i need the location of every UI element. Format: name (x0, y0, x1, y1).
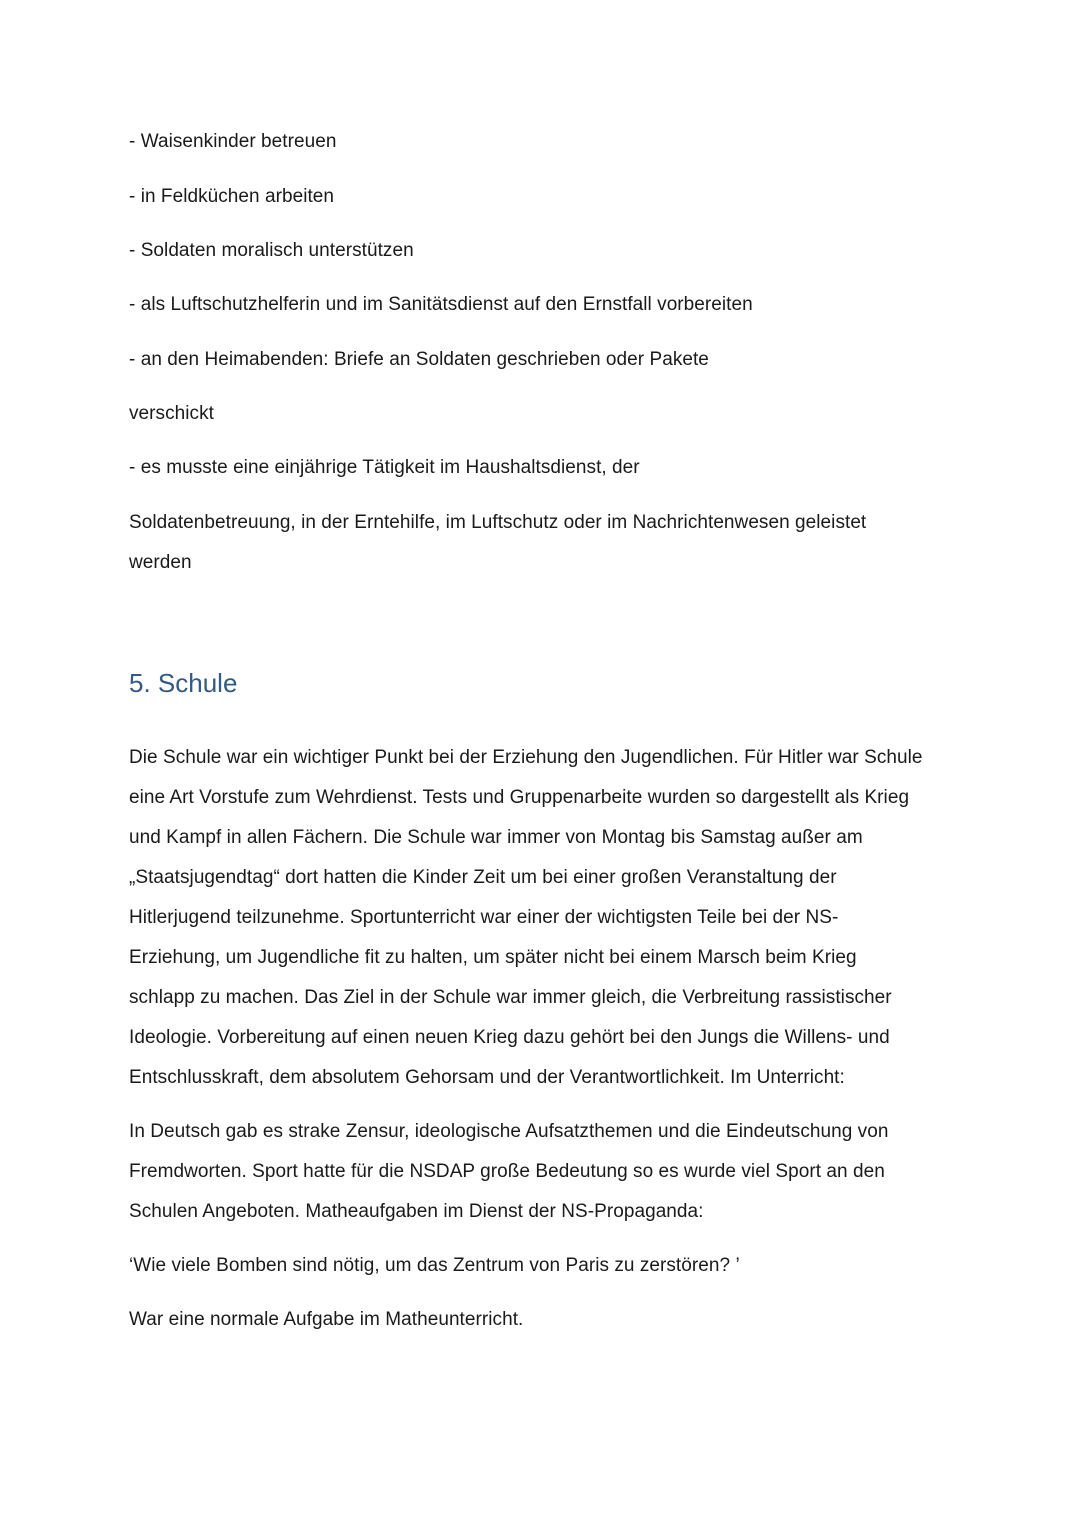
paragraph-line: Erziehung, um Jugendliche fit zu halten, um später nicht bei einem Marsch beim Krieg (129, 947, 857, 968)
list-item-continuation: verschickt (129, 403, 214, 424)
list-item: - an den Heimabenden: Briefe an Soldaten geschrieben oder Pakete (129, 349, 709, 370)
paragraph-line: und Kampf in allen Fächern. Die Schule war immer von Montag bis Samstag außer am (129, 827, 863, 848)
list-item-continuation: werden (129, 552, 192, 573)
paragraph-line: Entschlusskraft, dem absolutem Gehorsam und der Verantwortlichkeit. Im Unterricht: (129, 1067, 845, 1088)
paragraph-line: Hitlerjugend teilzunehme. Sportunterricht war einer der wichtigsten Teile bei der NS- (129, 907, 839, 928)
list-item: - es musste eine einjährige Tätigkeit im Haushaltsdienst, der (129, 457, 640, 478)
list-item-continuation: Soldatenbetreuung, in der Erntehilfe, im Luftschutz oder im Nachrichtenwesen geleistet (129, 512, 867, 533)
paragraph-line: Die Schule war ein wichtiger Punkt bei der Erziehung den Jugendlichen. Für Hitler war Schule (129, 747, 923, 768)
paragraph-line: Fremdworten. Sport hatte für die NSDAP große Bedeutung so es wurde viel Sport an den (129, 1161, 885, 1182)
paragraph-line: schlapp zu machen. Das Ziel in der Schule war immer gleich, die Verbreitung rassistischer (129, 987, 892, 1008)
list-item: - in Feldküchen arbeiten (129, 186, 335, 207)
list-item: - Waisenkinder betreuen (129, 131, 337, 152)
paragraph-line: In Deutsch gab es strake Zensur, ideologische Aufsatzthemen und die Eindeutschung von (129, 1121, 889, 1142)
list-item: - Soldaten moralisch unterstützen (129, 240, 414, 261)
list-item: - als Luftschutzhelferin und im Sanitätsdienst auf den Ernstfall vorbereiten (129, 294, 753, 315)
section-heading: 5. Schule (129, 668, 238, 698)
paragraph-line: Ideologie. Vorbereitung auf einen neuen Krieg dazu gehört bei den Jungs die Willens- und (129, 1027, 890, 1048)
paragraph-line: Schulen Angeboten. Matheaufgaben im Dienst der NS-Propaganda: (129, 1201, 704, 1222)
quote-line: ‘Wie viele Bomben sind nötig, um das Zentrum von Paris zu zerstören? ’ (129, 1255, 740, 1276)
closing-line: War eine normale Aufgabe im Matheunterricht. (129, 1309, 524, 1330)
paragraph-line: „Staatsjugendtag“ dort hatten die Kinder Zeit um bei einer großen Veranstaltung der (129, 867, 837, 888)
paragraph-line: eine Art Vorstufe zum Wehrdienst. Tests und Gruppenarbeite wurden so dargestellt als Krieg (129, 787, 910, 808)
